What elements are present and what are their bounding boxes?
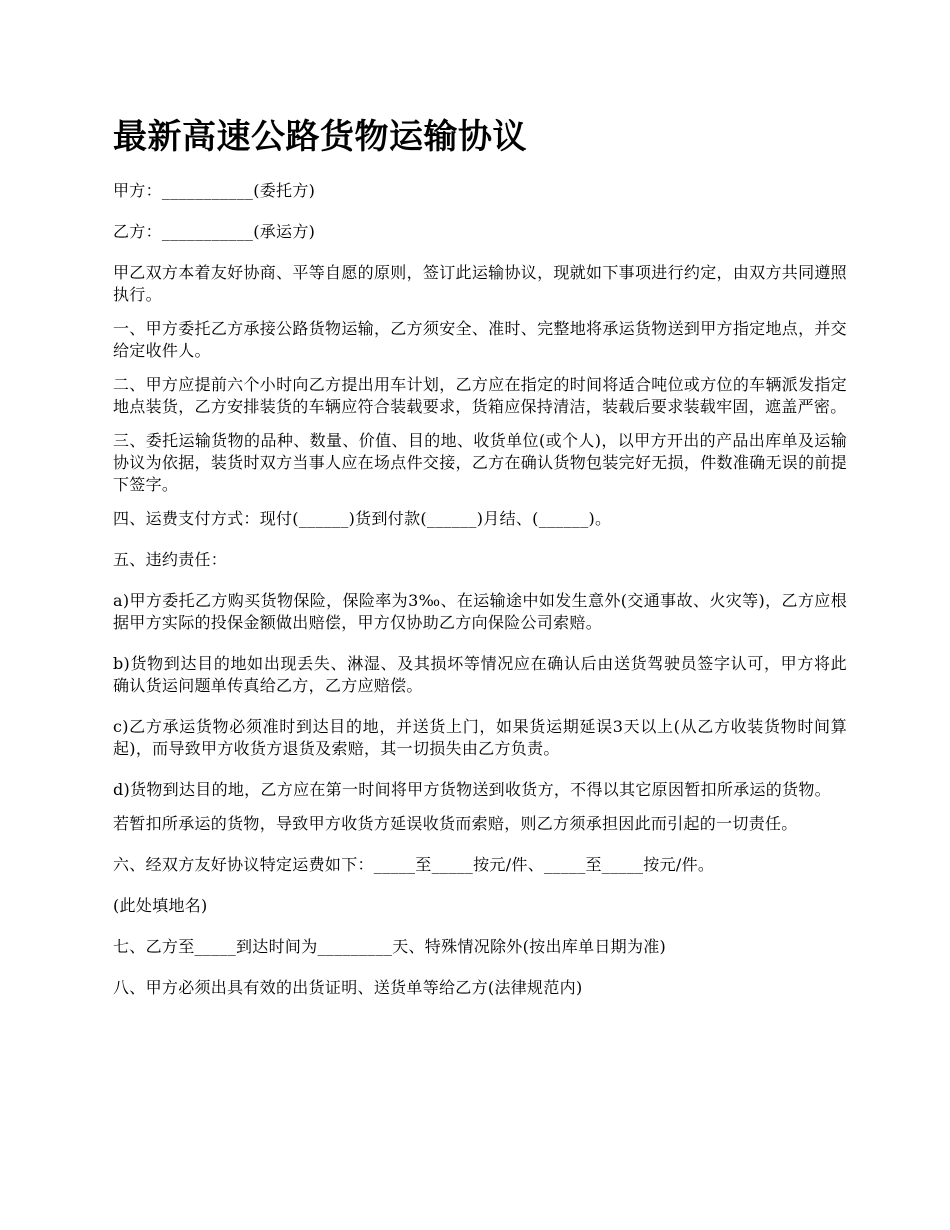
clause-5b: b)货物到达目的地如出现丢失、淋湿、及其损坏等情况应在确认后由送货驾驶员签字认可，甲方将此确认货运问题单传真给乙方，乙方应赔偿。: [113, 654, 847, 695]
document-title: 最新高速公路货物运输协议: [113, 117, 527, 157]
clause-7: 七、乙方至_____到达时间为_________天、特殊情况除外(按出库单日期为准): [113, 937, 667, 956]
clause-5a: a)甲方委托乙方购买货物保险，保险率为3‰、在运输途中如发生意外(交通事故、火灾等)，乙方应根据甲方实际的投保金额做出赔偿，甲方仅协助乙方向保险公司索赔。: [113, 591, 847, 632]
clause-6-note: (此处填地名): [113, 896, 208, 915]
clause-5c: c)乙方承运货物必须准时到达目的地，并送货上门，如果货运期延误3天以上(从乙方收装货物时间算起)，而导致甲方收货方退货及索赔，其一切损失由乙方负责。: [113, 717, 847, 758]
party-b-line: 乙方：___________(承运方): [113, 222, 316, 241]
document-page: [113, 112, 847, 1011]
clause-5e: 若暂扣所承运的货物，导致甲方收货方延误收货而索赔，则乙方须承担因此而引起的一切责任。: [113, 814, 798, 833]
clause-2: 二、甲方应提前六个小时向乙方提出用车计划，乙方应在指定的时间将适合吨位或方位的车辆派发指定地点装货，乙方安排装货的车辆应符合装载要求，货箱应保持清洁，装载后要求装载牢固，遮盖严密。: [113, 375, 847, 416]
preamble-paragraph: 甲乙双方本着友好协商、平等自愿的原则，签订此运输协议，现就如下事项进行约定，由双方共同遵照执行。: [113, 263, 847, 304]
party-a-line: 甲方：___________(委托方): [113, 181, 316, 200]
clause-4: 四、运费支付方式：现付(______)货到付款(______)月结、(______)。: [113, 509, 612, 528]
clause-3: 三、委托运输货物的品种、数量、价值、目的地、收货单位(或个人)，以甲方开出的产品出库单及运输协议为依据，装货时双方当事人应在场点件交接，乙方在确认货物包装完好无损，件数准确无误的前提下签字。: [113, 431, 847, 494]
clause-1: 一、甲方委托乙方承接公路货物运输，乙方须安全、准时、完整地将承运货物送到甲方指定地点，并交给定收件人。: [113, 319, 847, 360]
clause-6: 六、经双方友好协议特定运费如下：_____至_____按元/件、_____至_____按元/件。: [113, 855, 715, 874]
clause-5-heading: 五、违约责任：: [113, 550, 228, 569]
clause-8: 八、甲方必须出具有效的出货证明、送货单等给乙方(法律规范内): [113, 978, 583, 997]
clause-5d: d)货物到达目的地，乙方应在第一时间将甲方货物送到收货方，不得以其它原因暂扣所承运的货物。: [113, 780, 831, 799]
